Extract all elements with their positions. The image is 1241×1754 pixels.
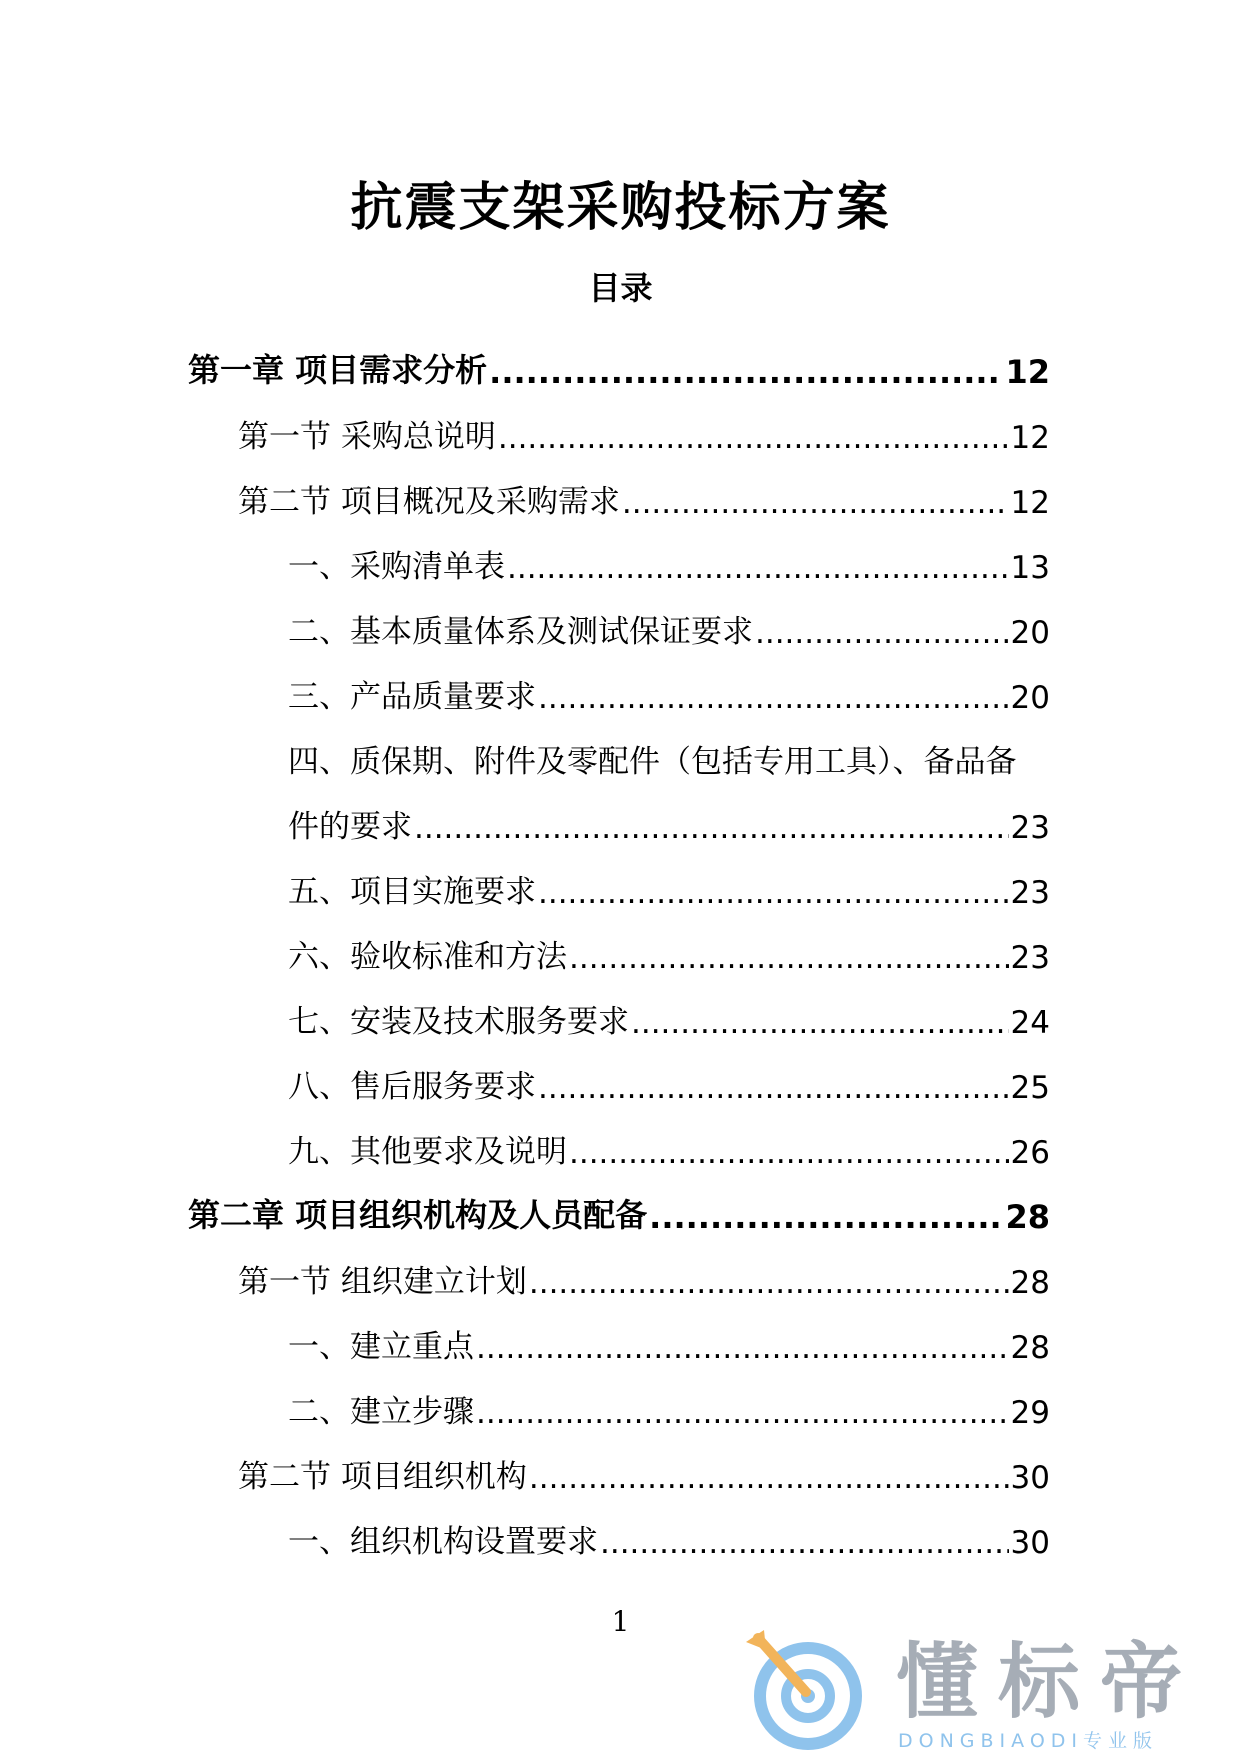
toc-entry-title: 六、验收标准和方法 <box>288 939 567 975</box>
toc-leader-dots <box>538 875 1009 911</box>
toc-leader-dots <box>498 420 1009 456</box>
toc-entry-title: 八、售后服务要求 <box>288 1069 536 1105</box>
toc-leader-dots <box>622 485 1009 521</box>
toc-page-number: 25 <box>1010 1070 1050 1106</box>
toc-entry-title: 件的要求 <box>288 809 412 845</box>
toc-item[interactable] <box>188 521 1050 586</box>
toc-chapter[interactable] <box>188 1171 1050 1236</box>
toc-item[interactable] <box>188 781 1050 846</box>
toc-leader-dots <box>529 1460 1009 1496</box>
toc-page-number: 12 <box>1010 485 1050 521</box>
toc-page-number: 29 <box>1010 1395 1050 1431</box>
toc-entry-title: 一、采购清单表 <box>288 549 505 585</box>
toc-page-number: 23 <box>1010 940 1050 976</box>
watermark-brand-subtitle: DONGBIAODI专业版 <box>898 1730 1159 1752</box>
toc-page-number: 12 <box>1005 353 1050 391</box>
toc-page-number: 20 <box>1010 615 1050 651</box>
toc-leader-dots <box>507 550 1009 586</box>
toc-item[interactable] <box>188 1366 1050 1431</box>
document-title: 抗震支架采购投标方案 <box>350 178 891 238</box>
watermark <box>744 1630 1224 1750</box>
toc-entry-title: 一、组织机构设置要求 <box>288 1524 598 1560</box>
toc-item[interactable] <box>188 1301 1050 1366</box>
toc-item[interactable] <box>188 586 1050 651</box>
toc-entry-title: 第二节 项目概况及采购需求 <box>238 484 620 520</box>
toc-entry-title: 九、其他要求及说明 <box>288 1134 567 1170</box>
toc-leader-dots <box>529 1265 1009 1301</box>
toc-leader-dots <box>600 1525 1009 1561</box>
toc-item[interactable] <box>188 1106 1050 1171</box>
toc-page-number: 12 <box>1010 420 1050 456</box>
toc-entry-title: 第一章 项目需求分析 <box>188 351 488 389</box>
toc-item[interactable] <box>188 1496 1050 1561</box>
toc-entry-title: 二、建立步骤 <box>288 1394 474 1430</box>
toc-item[interactable] <box>188 1041 1050 1106</box>
toc-page-number: 26 <box>1010 1135 1050 1171</box>
toc-section[interactable] <box>188 1236 1050 1301</box>
toc-leader-dots <box>569 940 1009 976</box>
toc-page-number: 20 <box>1010 680 1050 716</box>
toc-page-number: 13 <box>1010 550 1050 586</box>
toc-entry-title: 第二节 项目组织机构 <box>238 1459 527 1495</box>
toc-page-number: 30 <box>1010 1525 1050 1561</box>
toc-entry-title: 第一节 组织建立计划 <box>238 1264 527 1300</box>
toc-leader-dots <box>649 1198 1003 1236</box>
toc-leader-dots <box>538 1070 1009 1106</box>
toc-leader-dots <box>755 615 1009 651</box>
watermark-brand-name: 懂标帝 <box>896 1635 1203 1730</box>
toc-entry-title: 五、项目实施要求 <box>288 874 536 910</box>
toc-item[interactable] <box>188 651 1050 716</box>
toc-leader-dots <box>631 1005 1009 1041</box>
toc-chapter[interactable] <box>188 326 1050 391</box>
toc-entry-title: 第一节 采购总说明 <box>238 419 496 455</box>
toc-item[interactable] <box>188 976 1050 1041</box>
toc-section[interactable] <box>188 456 1050 521</box>
toc-page-number: 23 <box>1010 810 1050 846</box>
toc-page-number: 23 <box>1010 875 1050 911</box>
toc-entry-title: 二、基本质量体系及测试保证要求 <box>288 614 753 650</box>
toc-leader-dots <box>476 1395 1009 1431</box>
toc-leader-dots <box>538 680 1009 716</box>
toc-leader-dots <box>414 810 1009 846</box>
page-number: 1 <box>611 1605 630 1638</box>
target-logo-icon <box>744 1630 872 1750</box>
toc-section[interactable] <box>188 391 1050 456</box>
toc-item-wrapped-line[interactable]: 四、质保期、附件及零配件（包括专用工具）、备品备 <box>288 744 1017 780</box>
toc-entry-title: 三、产品质量要求 <box>288 679 536 715</box>
toc-leader-dots <box>569 1135 1009 1171</box>
toc-page-number: 28 <box>1010 1330 1050 1366</box>
toc-entry-title: 七、安装及技术服务要求 <box>288 1004 629 1040</box>
toc-entry-title: 一、建立重点 <box>288 1329 474 1365</box>
toc-page-number: 30 <box>1010 1460 1050 1496</box>
table-of-contents <box>188 326 1050 1561</box>
toc-heading: 目录 <box>588 269 653 307</box>
toc-leader-dots <box>489 353 1003 391</box>
toc-leader-dots <box>476 1330 1009 1366</box>
toc-item[interactable] <box>188 846 1050 911</box>
toc-entry-title: 第二章 项目组织机构及人员配备 <box>188 1196 648 1234</box>
toc-page-number: 24 <box>1010 1005 1050 1041</box>
toc-section[interactable] <box>188 1431 1050 1496</box>
toc-page-number: 28 <box>1010 1265 1050 1301</box>
toc-item[interactable] <box>188 911 1050 976</box>
toc-page-number: 28 <box>1005 1198 1050 1236</box>
